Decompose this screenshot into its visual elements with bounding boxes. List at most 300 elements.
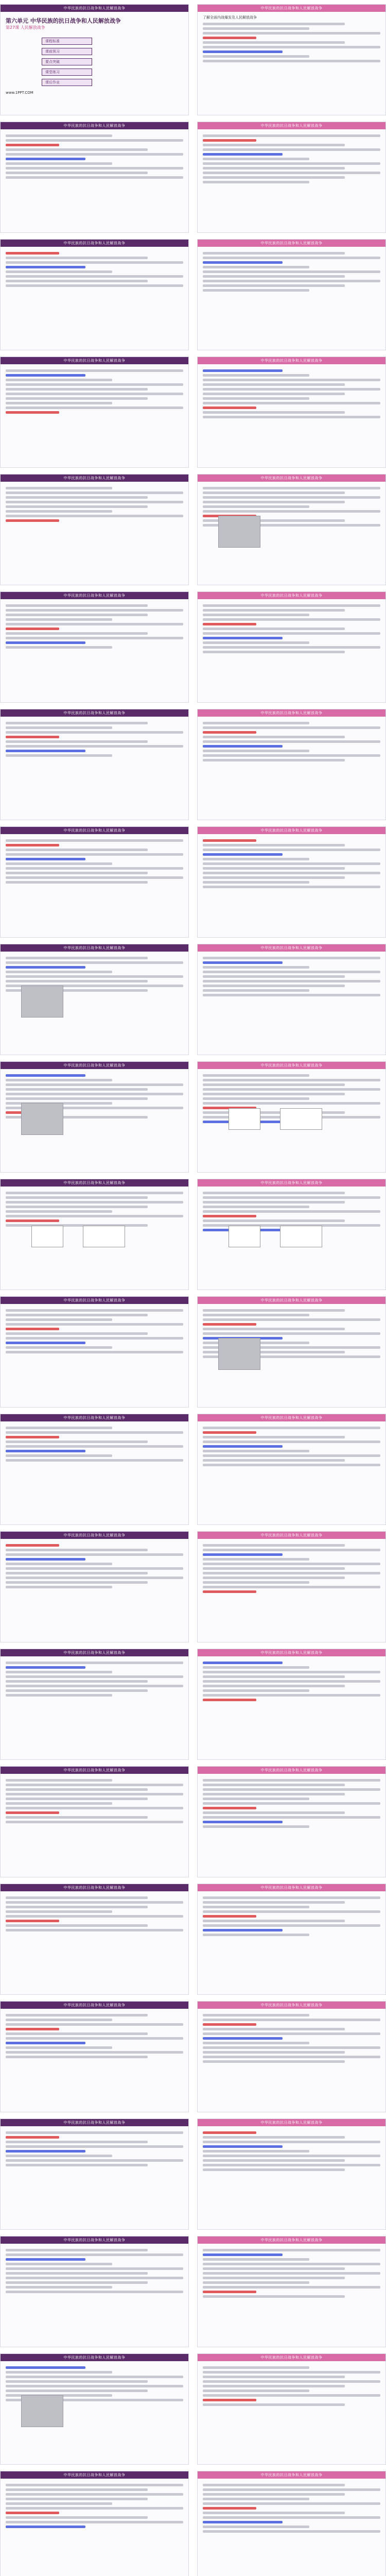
text-line xyxy=(6,2507,183,2510)
slide-thumbnail[interactable] xyxy=(197,1414,386,1525)
text-line xyxy=(6,957,148,959)
text-line xyxy=(203,37,256,39)
text-line xyxy=(203,975,345,978)
text-line xyxy=(203,1811,345,1814)
slide-header-text: 中华民族的抗日战争和人民解放战争 xyxy=(63,2003,126,2007)
slide-content xyxy=(1,2009,188,2063)
slide-thumbnail[interactable] xyxy=(197,591,386,703)
slide-header-bar xyxy=(1,1414,188,1421)
text-line xyxy=(203,1563,380,1565)
text-line xyxy=(203,1318,380,1321)
text-line xyxy=(203,1111,345,1114)
slide-header-bar xyxy=(198,709,385,717)
text-line xyxy=(203,2507,256,2510)
text-line xyxy=(6,971,112,973)
slide-thumbnail[interactable] xyxy=(0,1061,189,1173)
text-line xyxy=(6,876,183,879)
text-line xyxy=(6,1219,59,1222)
text-line xyxy=(203,614,309,616)
text-line xyxy=(6,1929,183,1931)
slide-thumbnail[interactable] xyxy=(0,122,189,233)
slide-thumbnail[interactable] xyxy=(0,239,189,350)
slide-thumbnail[interactable] xyxy=(197,1179,386,1290)
slide-header-bar xyxy=(1,1649,188,1656)
text-line xyxy=(203,1929,283,1931)
nav-button[interactable]: 课堂练习 xyxy=(42,69,92,76)
text-line xyxy=(6,369,183,372)
text-line xyxy=(203,2516,380,2519)
slide-header-text: 中华民族的抗日战争和人民解放战争 xyxy=(260,1416,323,1420)
slide-image xyxy=(21,2395,63,2427)
text-line xyxy=(6,2366,85,2369)
text-line xyxy=(203,1558,309,1561)
diagram-node xyxy=(229,1226,260,1247)
slide-thumbnail[interactable] xyxy=(0,2353,189,2465)
slide-content xyxy=(1,1304,188,1359)
text-line xyxy=(203,872,380,874)
text-line xyxy=(6,496,148,499)
text-line xyxy=(203,1459,345,1462)
text-line xyxy=(6,1436,59,1438)
text-line xyxy=(6,1224,148,1227)
text-line xyxy=(203,1798,309,1800)
text-line xyxy=(203,726,380,729)
slide-header-text: 中华民族的抗日战争和人民解放战争 xyxy=(260,2355,323,2360)
text-line xyxy=(6,1196,148,1199)
slide-content xyxy=(1,834,188,889)
text-line xyxy=(6,1811,59,1814)
slide-header-text: 中华民族的抗日战争和人民解放战争 xyxy=(260,6,323,10)
slide-header-bar xyxy=(198,1414,385,1421)
text-line xyxy=(203,1689,309,1692)
slide-thumbnail[interactable] xyxy=(0,1649,189,1760)
diagram-node xyxy=(83,1226,125,1247)
text-line xyxy=(6,2498,148,2500)
text-line xyxy=(203,2042,309,2044)
text-line xyxy=(6,270,112,273)
text-line xyxy=(6,849,148,851)
text-line xyxy=(6,515,183,517)
text-line xyxy=(6,1671,112,1673)
slide-header-text: 中华民族的抗日战争和人民解放战争 xyxy=(63,594,126,598)
text-line xyxy=(6,1779,112,1782)
text-line xyxy=(6,1906,148,1908)
text-line xyxy=(203,1920,345,1922)
text-line xyxy=(6,1201,183,1204)
text-line xyxy=(203,1210,380,1213)
text-line xyxy=(203,158,309,160)
text-line xyxy=(203,731,256,734)
slide-thumbnail[interactable] xyxy=(197,1766,386,1877)
slide-header-bar xyxy=(1,122,188,129)
slide-header-text: 中华民族的抗日战争和人民解放战争 xyxy=(260,1298,323,1302)
text-line xyxy=(203,2376,345,2378)
text-line xyxy=(203,2521,283,2523)
slide-header-text: 中华民族的抗日战争和人民解放战争 xyxy=(63,1063,126,1067)
text-line xyxy=(6,1549,148,1551)
slide-header-text: 中华民族的抗日战争和人民解放战争 xyxy=(63,2238,126,2242)
slide-thumbnail[interactable] xyxy=(0,474,189,585)
slide-header-text: 中华民族的抗日战争和人民解放战争 xyxy=(260,1886,323,1890)
slide-content xyxy=(198,1891,385,1941)
text-line xyxy=(203,2366,309,2369)
text-line xyxy=(203,397,309,400)
slide-header-bar xyxy=(198,1767,385,1774)
text-line xyxy=(6,148,148,151)
text-line xyxy=(6,1318,112,1321)
text-line xyxy=(203,1544,345,1547)
slide-thumbnail[interactable] xyxy=(197,2353,386,2465)
slide-content xyxy=(1,1421,188,1467)
slide-thumbnail[interactable] xyxy=(197,357,386,468)
slide-header-bar xyxy=(1,592,188,599)
slide-thumbnail[interactable] xyxy=(197,2001,386,2112)
slide-content xyxy=(1,1539,188,1594)
text-line xyxy=(203,1784,345,1786)
slide-header-text: 中华民族的抗日战争和人民解放战争 xyxy=(260,2473,323,2477)
text-line xyxy=(203,966,309,969)
text-line xyxy=(6,731,183,734)
text-line xyxy=(203,2281,309,2284)
text-line xyxy=(6,609,183,612)
text-line xyxy=(203,740,380,743)
text-line xyxy=(6,2051,183,2054)
text-line xyxy=(203,2164,380,2166)
slide-content xyxy=(198,129,385,189)
slide-header-text: 中华民族的抗日战争和人民解放战争 xyxy=(63,2121,126,2125)
text-line xyxy=(6,1445,183,1448)
text-line xyxy=(203,492,345,494)
text-line xyxy=(6,393,183,395)
slide-header-text: 中华民族的抗日战争和人民解放战争 xyxy=(63,1181,126,1185)
slide-header-bar xyxy=(1,240,188,247)
text-line xyxy=(6,167,183,170)
slide-header-bar xyxy=(198,1532,385,1539)
text-line xyxy=(203,2258,309,2261)
text-line xyxy=(203,32,380,35)
slide-thumbnail[interactable] xyxy=(0,1884,189,1995)
text-line xyxy=(6,2277,183,2279)
text-line xyxy=(203,736,345,738)
slide-header-text: 中华民族的抗日战争和人民解放战争 xyxy=(63,6,126,10)
slide-thumbnail[interactable] xyxy=(197,1531,386,1642)
slide-header-text: 中华民族的抗日战争和人民解放战争 xyxy=(260,1651,323,1655)
slide-header-bar xyxy=(198,1649,385,1656)
slide-thumbnail[interactable] xyxy=(0,4,189,115)
slide-header-text: 中华民族的抗日战争和人民解放战争 xyxy=(260,124,323,128)
slide-header-bar xyxy=(1,1767,188,1774)
slide-content xyxy=(198,247,385,297)
slide-thumbnail[interactable] xyxy=(197,944,386,1055)
slide-content xyxy=(198,952,385,1002)
nav-list xyxy=(42,38,183,86)
slide-header-text: 中华民族的抗日战争和人民解放战争 xyxy=(63,2355,126,2360)
slide-thumbnail[interactable] xyxy=(0,357,189,468)
text-line xyxy=(6,1915,183,1918)
text-line xyxy=(203,181,309,183)
text-line xyxy=(203,1431,256,1434)
slide-thumbnail[interactable] xyxy=(0,944,189,1055)
text-line xyxy=(6,628,59,630)
slide-header-text: 中华民族的抗日战争和人民解放战争 xyxy=(260,946,323,950)
slide-content xyxy=(198,12,385,67)
text-line xyxy=(203,1821,283,1823)
text-line xyxy=(6,519,59,522)
slide-header-bar xyxy=(1,1884,188,1891)
text-line xyxy=(203,849,380,851)
slide-thumbnail[interactable] xyxy=(0,1179,189,1290)
text-line xyxy=(203,1807,256,1809)
slide-header-text: 中华民族的抗日战争和人民解放战争 xyxy=(63,1886,126,1890)
text-line xyxy=(203,980,380,982)
text-line xyxy=(6,961,183,964)
slide-content xyxy=(198,2126,385,2176)
text-line xyxy=(203,957,380,959)
text-line xyxy=(6,1821,183,1823)
text-line xyxy=(6,1662,183,1664)
text-line xyxy=(6,252,59,255)
slide-thumbnail[interactable] xyxy=(197,2119,386,2230)
slide-thumbnail[interactable] xyxy=(0,1296,189,1408)
text-line xyxy=(203,839,256,842)
text-line xyxy=(203,406,256,409)
text-line xyxy=(6,1896,148,1899)
text-line xyxy=(203,402,380,404)
text-line xyxy=(6,2253,183,2256)
text-line xyxy=(6,966,85,969)
slide-thumbnail[interactable] xyxy=(0,826,189,938)
slide-thumbnail[interactable] xyxy=(0,709,189,820)
slide-thumbnail[interactable] xyxy=(197,2471,386,2576)
text-line xyxy=(6,2032,148,2035)
text-line xyxy=(203,609,345,612)
text-line xyxy=(6,388,148,391)
text-line xyxy=(203,867,345,870)
slide-image xyxy=(218,516,260,548)
text-line xyxy=(6,858,85,860)
slide-header-text: 中华民族的抗日战争和人民解放战争 xyxy=(63,476,126,480)
text-line xyxy=(6,844,59,846)
nav-button[interactable]: 课前预习 xyxy=(42,48,92,55)
slide-thumbnail[interactable] xyxy=(197,4,386,115)
text-line xyxy=(6,1586,112,1588)
text-line xyxy=(203,1093,345,1095)
text-line xyxy=(6,383,183,386)
text-line xyxy=(203,985,345,987)
slide-header-bar xyxy=(198,357,385,364)
text-line xyxy=(203,1215,256,1217)
slide-thumbnail[interactable] xyxy=(0,1766,189,1877)
text-line xyxy=(6,2145,183,2148)
slide-thumbnail[interactable] xyxy=(197,474,386,585)
text-line xyxy=(203,623,256,625)
text-line xyxy=(6,1675,183,1678)
text-line xyxy=(6,745,183,748)
slide-thumbnail[interactable] xyxy=(0,591,189,703)
text-line xyxy=(203,46,380,48)
nav-button[interactable]: 要点突破 xyxy=(42,58,92,65)
slide-thumbnail[interactable] xyxy=(197,1061,386,1173)
text-line xyxy=(6,2488,148,2491)
slide-header-bar xyxy=(1,2002,188,2009)
text-line xyxy=(203,2060,345,2063)
text-line xyxy=(203,1896,380,1899)
slide-header-bar xyxy=(1,709,188,717)
slide-header-bar xyxy=(1,1297,188,1304)
slide-image xyxy=(21,986,63,1018)
text-line xyxy=(6,2150,85,2153)
text-line xyxy=(203,501,345,503)
slide-thumbnail[interactable] xyxy=(0,2119,189,2230)
text-line xyxy=(6,754,112,757)
slide-content xyxy=(198,1774,385,1833)
slide-thumbnail[interactable] xyxy=(0,1531,189,1642)
slide-header-bar xyxy=(198,240,385,247)
text-line xyxy=(6,2516,148,2519)
text-line xyxy=(6,1088,148,1091)
text-line xyxy=(6,162,112,165)
diagram-node xyxy=(280,1226,322,1247)
text-line xyxy=(6,862,112,865)
slide-header-text: 中华民族的抗日战争和人民解放战争 xyxy=(260,2238,323,2242)
text-line xyxy=(203,646,380,649)
text-line xyxy=(6,1680,148,1683)
text-line xyxy=(203,1590,256,1593)
text-line xyxy=(203,487,380,489)
text-line xyxy=(6,726,112,729)
slide-header-text: 中华民族的抗日战争和人民解放战争 xyxy=(63,1416,126,1420)
text-line xyxy=(203,858,309,860)
slide-header-text: 中华民族的抗日战争和人民解放战争 xyxy=(260,2003,323,2007)
text-line xyxy=(6,2037,183,2040)
text-line xyxy=(203,1440,380,1443)
text-line xyxy=(203,2389,309,2392)
text-line xyxy=(6,2380,148,2383)
slide-thumbnail[interactable] xyxy=(197,826,386,938)
text-line xyxy=(203,2023,256,2026)
slide-header-bar xyxy=(198,2002,385,2009)
text-line xyxy=(6,1901,183,1904)
text-line xyxy=(203,2032,380,2035)
slide-content xyxy=(198,1539,385,1598)
text-line xyxy=(6,2258,85,2261)
text-line xyxy=(6,2291,183,2293)
slide-thumbnail[interactable] xyxy=(197,122,386,233)
text-line xyxy=(203,2502,380,2505)
text-line xyxy=(6,1689,148,1692)
slide-thumbnail[interactable] xyxy=(197,709,386,820)
slide-content xyxy=(1,247,188,292)
text-line xyxy=(203,1450,309,1452)
diagram-node xyxy=(31,1226,63,1247)
text-line xyxy=(6,2023,183,2026)
slide-thumbnail[interactable] xyxy=(197,1296,386,1408)
slide-header-bar xyxy=(1,1062,188,1069)
text-line xyxy=(203,1206,309,1208)
slide-url: www.1PPT.COM xyxy=(6,91,33,95)
slide-header-bar xyxy=(198,2354,385,2361)
text-line xyxy=(203,139,256,142)
text-line xyxy=(203,2394,380,2397)
text-line xyxy=(6,1920,59,1922)
text-line xyxy=(6,632,148,635)
text-line xyxy=(6,1332,148,1335)
slide-thumbnail[interactable] xyxy=(0,2236,189,2347)
text-line xyxy=(6,411,59,414)
text-line xyxy=(6,1206,148,1208)
text-line xyxy=(6,158,85,160)
text-line xyxy=(6,505,148,508)
text-line xyxy=(203,759,345,761)
text-line xyxy=(6,284,183,287)
slide-content xyxy=(1,482,188,527)
text-line xyxy=(6,501,183,503)
text-line xyxy=(6,872,148,874)
text-line xyxy=(203,2380,380,2383)
text-line xyxy=(6,1816,148,1819)
text-line xyxy=(203,604,380,607)
text-line xyxy=(203,270,380,273)
text-line xyxy=(6,853,183,856)
slide-header-bar xyxy=(198,2471,385,2479)
slide-header-bar xyxy=(1,2471,188,2479)
text-line xyxy=(203,416,380,418)
slide-thumbnail[interactable] xyxy=(0,1414,189,1525)
text-line xyxy=(203,961,283,964)
slide-thumbnail[interactable] xyxy=(0,2001,189,2112)
slide-thumbnail[interactable] xyxy=(197,2236,386,2347)
slide-content xyxy=(1,717,188,762)
text-line xyxy=(6,2159,183,2162)
text-line xyxy=(203,750,309,752)
slide-thumbnail[interactable] xyxy=(197,1884,386,1995)
text-line xyxy=(203,881,309,884)
text-line xyxy=(203,1572,380,1574)
slide-header-bar xyxy=(198,1297,385,1304)
text-line xyxy=(6,1666,85,1669)
nav-button[interactable]: 课后作业 xyxy=(42,79,92,86)
slide-header-bar xyxy=(1,5,188,12)
slide-header-text: 中华民族的抗日战争和人民解放战争 xyxy=(260,1768,323,1772)
text-line xyxy=(203,2145,283,2148)
text-line xyxy=(6,1577,183,1579)
text-line xyxy=(203,2267,345,2270)
text-line xyxy=(6,2385,183,2387)
text-line xyxy=(203,388,380,391)
text-line xyxy=(203,2403,345,2406)
text-line xyxy=(203,1910,380,1913)
text-line xyxy=(6,1563,112,1565)
text-line xyxy=(203,374,309,377)
slide-content xyxy=(1,2126,188,2172)
nav-button[interactable]: 课程标准 xyxy=(42,38,92,45)
text-line xyxy=(203,628,345,630)
text-line xyxy=(203,1088,380,1091)
diagram-node xyxy=(280,1108,322,1130)
slide-thumbnail[interactable] xyxy=(197,239,386,350)
slide-header-bar xyxy=(198,122,385,129)
slide-thumbnail[interactable] xyxy=(0,2471,189,2576)
text-line xyxy=(203,1671,380,1673)
text-line xyxy=(203,23,345,25)
text-line xyxy=(6,1694,112,1697)
text-line xyxy=(6,740,148,743)
text-line xyxy=(203,994,380,996)
text-line xyxy=(203,2295,345,2298)
text-line xyxy=(6,2286,112,2289)
slide-thumbnail[interactable] xyxy=(197,1649,386,1760)
text-line xyxy=(203,1083,345,1086)
